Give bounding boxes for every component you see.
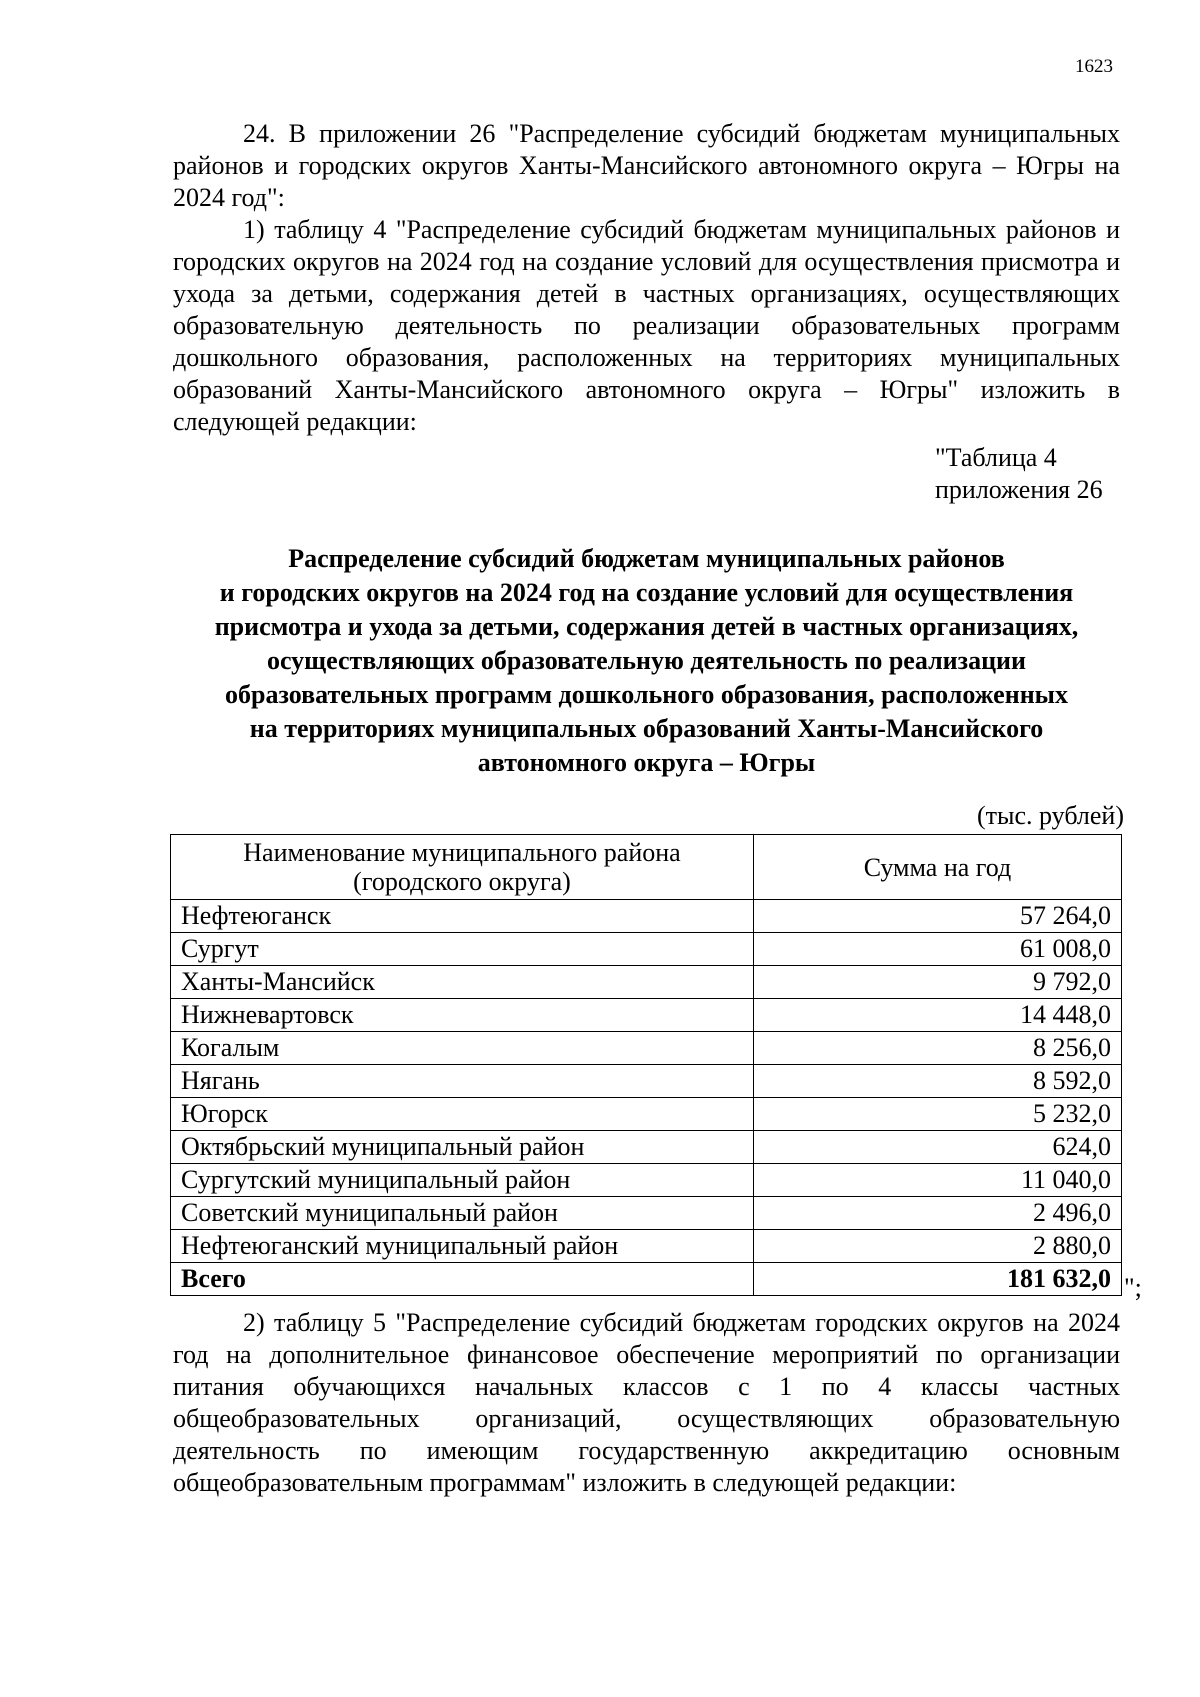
table-title: Распределение субсидий бюджетам муниципальных районов и городских округов на 2024 год на создание условий для осуществления присмотра и ухода за детьми, содержания детей в частных организациях, осуществляющих образовательную деятельность по реализации образовательных программ дошкольного образования, расположенных на территориях муниципальных образований Ханты-Мансийского автономного округа – Югры xyxy=(214,544,1079,777)
table-row xyxy=(171,1131,1122,1164)
table-row xyxy=(171,1032,1122,1065)
row-name: Нижневартовск xyxy=(171,999,754,1032)
row-name: Югорск xyxy=(171,1098,754,1131)
table-row xyxy=(171,966,1122,999)
page-number: 1623 xyxy=(1075,56,1113,77)
row-amount: 57 264,0 xyxy=(754,900,1122,933)
table-row xyxy=(171,1197,1122,1230)
table-header-row xyxy=(171,835,1122,900)
table-row xyxy=(171,1098,1122,1131)
paragraph-item-1: 1) таблицу 4 "Распределение субсидий бюджетам муниципальных районов и городских округов на 2024 год на создание условий для осуществления присмотра и ухода за детьми, содержания детей в частных организациях, осуществляющих образовательную деятельность по реализации образовательных программ дошкольного образования, расположенных на территориях муниципальных образований Ханты-Мансийского автономного округа – Югры" изложить в следующей редакции: xyxy=(173,215,1120,436)
column-header-name: Наименование муниципального района (городского округа) xyxy=(171,835,754,900)
paragraph-intro: 24. В приложении 26 "Распределение субсидий бюджетам муниципальных районов и городских округов Ханты-Мансийского автономного округа – Югры на 2024 год": xyxy=(173,119,1120,212)
table-row xyxy=(171,999,1122,1032)
table-row xyxy=(171,900,1122,933)
row-name: Советский муниципальный район xyxy=(171,1197,754,1230)
table-row xyxy=(171,933,1122,966)
table-end-quote: "; xyxy=(1124,1273,1142,1302)
row-name: Нягань xyxy=(171,1065,754,1098)
row-amount: 14 448,0 xyxy=(754,999,1122,1032)
table-reference-line-1: "Таблица 4 xyxy=(935,443,1057,472)
row-name: Сургут xyxy=(171,933,754,966)
row-amount: 8 592,0 xyxy=(754,1065,1122,1098)
table-row xyxy=(171,1230,1122,1263)
table-total-row xyxy=(171,1263,1122,1296)
column-header-amount: Сумма на год xyxy=(754,835,1122,900)
unit-note: (тыс. рублей) xyxy=(976,801,1124,830)
row-amount: 9 792,0 xyxy=(754,966,1122,999)
row-amount: 2 880,0 xyxy=(754,1230,1122,1263)
row-amount: 624,0 xyxy=(754,1131,1122,1164)
total-label: Всего xyxy=(171,1263,754,1296)
row-name: Нефтеюганск xyxy=(171,900,754,933)
row-name: Сургутский муниципальный район xyxy=(171,1164,754,1197)
table-reference-line-2: приложения 26 xyxy=(935,475,1103,504)
row-amount: 11 040,0 xyxy=(754,1164,1122,1197)
total-amount: 181 632,0 xyxy=(754,1263,1122,1296)
table-row xyxy=(171,1065,1122,1098)
table-row xyxy=(171,1164,1122,1197)
row-amount: 5 232,0 xyxy=(754,1098,1122,1131)
row-amount: 8 256,0 xyxy=(754,1032,1122,1065)
row-amount: 61 008,0 xyxy=(754,933,1122,966)
subsidy-table xyxy=(170,834,1122,1296)
row-name: Октябрьский муниципальный район xyxy=(171,1131,754,1164)
row-name: Ханты-Мансийск xyxy=(171,966,754,999)
row-amount: 2 496,0 xyxy=(754,1197,1122,1230)
row-name: Когалым xyxy=(171,1032,754,1065)
row-name: Нефтеюганский муниципальный район xyxy=(171,1230,754,1263)
paragraph-item-2: 2) таблицу 5 "Распределение субсидий бюджетам городских округов на 2024 год на дополнительное финансовое обеспечение мероприятий по организации питания обучающихся начальных классов с 1 по 4 классы частных общеобразовательных организаций, осуществляющих образовательную деятельность по имеющим государственную аккредитацию основным общеобразовательным программам" изложить в следующей редакции: xyxy=(173,1308,1120,1497)
